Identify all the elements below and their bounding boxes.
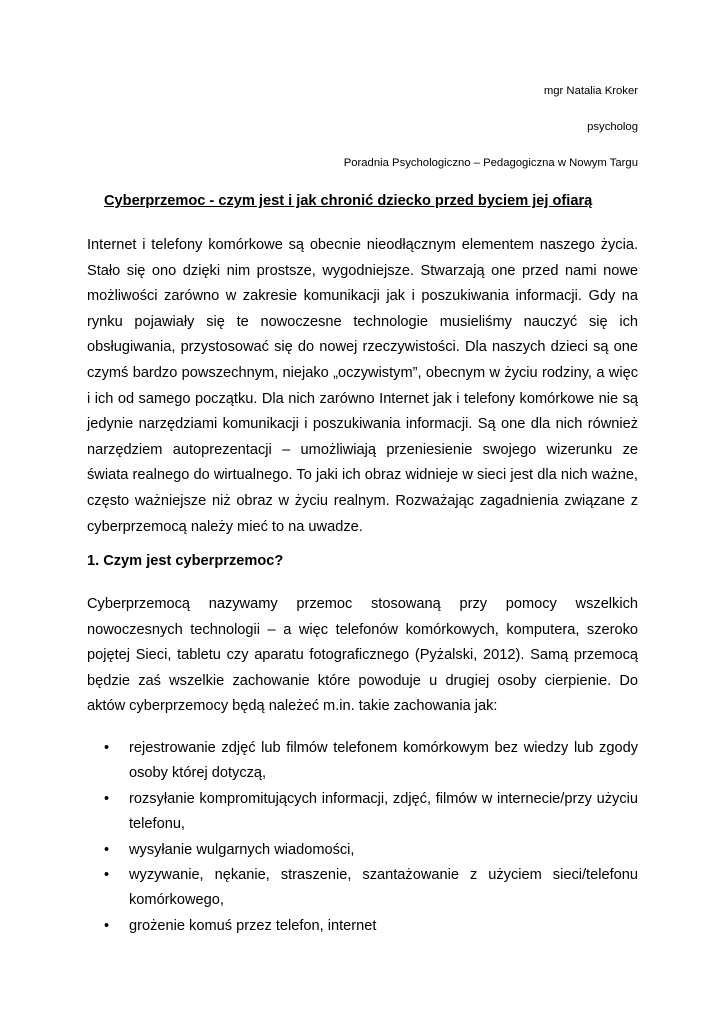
bullet-icon: •	[104, 740, 110, 756]
document-title: Cyberprzemoc - czym jest i jak chronić dziecko przed byciem jej ofiarą	[104, 193, 593, 209]
author-profession: psycholog	[587, 121, 638, 133]
list-item-text: rozsyłanie kompromitujących informacji, zdjęć, filmów w internecie/przy użyciu telefonu,	[129, 790, 638, 833]
bullet-icon: •	[104, 790, 110, 807]
list-item	[87, 736, 638, 787]
intro-paragraph: Internet i telefony komórkowe są obecnie nieodłącznym elementem naszego życia. Stało się ono dzięki nim prostsze, wygodniejsze. Stwarzają one przed nami nowe możliwości zarówno w zakresie komunikacji jak i poszukiwania informacji. Gdy na rynku pojawiały się te nowoczesne technologie musieliśmy nauczyć się ich obsługiwania, przystosować się do nowej rzeczywistości. Dla naszych dzieci są one czymś bardzo powszechnym, niejako „oczywistym”, obecnym w życiu rodziny, a więc i ich od samego początku. Dla nich zarówno Internet jak i telefony komórkowe nie są jedynie narzędziami komunikacji i poszukiwania informacji. Są one dla nich również narzędziem autoprezentacji – umożliwiają przeniesienie swojego wizerunku ze świata realnego do wirtualnego. To jaki ich obraz widnieje w sieci jest dla nich ważne, często ważniejsze niż obraz w życiu realnym. Rozważając zagadnienia związane z cyberprzemocą należy mieć to na uwadze.	[87, 237, 638, 535]
bullet-icon: •	[104, 841, 110, 858]
list-item	[87, 838, 638, 863]
list-item-text: rejestrowanie zdjęć lub filmów telefonem komórkowym bez wiedzy lub zgody osoby której dotyczą,	[129, 740, 638, 782]
bullet-icon: •	[104, 867, 110, 884]
list-item	[87, 787, 638, 838]
author-name: mgr Natalia Kroker	[543, 85, 638, 97]
list-item-text: wyzywanie, nękanie, straszenie, szantażowanie z użyciem sieci/telefonu komórkowego,	[129, 867, 638, 909]
section-1-heading: 1. Czym jest cyberprzemoc?	[87, 553, 284, 569]
definition-paragraph: Cyberprzemocą nazywamy przemoc stosowaną przy pomocy wszelkich nowoczesnych technologii – a więc telefonów komórkowych, komputera, szeroko pojętej Sieci, tabletu czy aparatu fotograficznego (Pyżalski, 2012). Samą przemocą będzie zaś wszelkie zachowanie które powoduje u drugiej osoby cierpienie. Do aktów cyberprzemocy będą należeć m.in. takie zachowania jak:	[87, 596, 638, 715]
list-item	[87, 863, 638, 914]
institution-name: Poradnia Psychologiczno – Pedagogiczna w Nowym Targu	[343, 157, 638, 169]
list-item-text: wysyłanie wulgarnych wiadomości,	[129, 841, 355, 858]
behaviors-list	[87, 736, 638, 939]
list-item-text: grożenie komuś przez telefon, internet	[129, 917, 377, 934]
bullet-icon: •	[104, 917, 110, 934]
list-item	[87, 914, 638, 939]
